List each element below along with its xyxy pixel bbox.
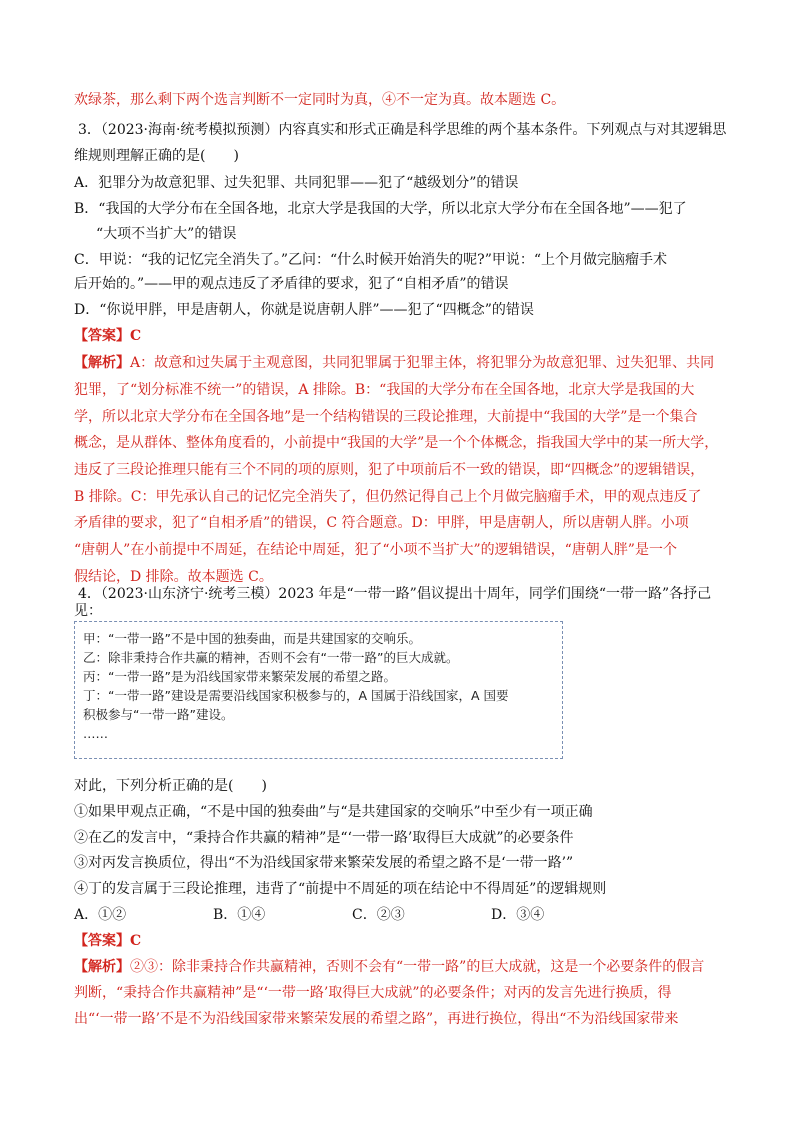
prev-analysis-tail: 欢绿茶，那么剩下两个选言判断不一定同时为真，④不一定为真。故本题选 C。 — [74, 92, 566, 108]
q4-analysis-line2: 判断，“秉持合作共赢精神”是“‘一带一路’取得巨大成就”的必要条件；对丙的发言先进行换质，得 — [74, 985, 672, 1001]
q3-option-c-line2: 后开始的。”——甲的观点违反了矛盾律的要求，犯了“自相矛盾”的错误 — [74, 276, 509, 292]
q4-option-a: A．①② — [74, 907, 127, 923]
q4-item-2: ②在乙的发言中，“秉持合作共赢的精神”是“‘一带一路’取得巨大成就”的必要条件 — [74, 830, 574, 846]
q3-stem-line2: 维规则理解正确的是( ) — [74, 148, 239, 164]
q3-analysis-line5: 违反了三段论推理只能有三个不同的项的原则，犯了中项前后不一致的错误，即“四概念”的逻辑错误， — [74, 462, 705, 478]
q4-analysis-line3: 出“‘一带一路’不是不为沿线国家带来繁荣发展的希望之路”，再进行换位，得出“不为沿线国家带来 — [74, 1011, 679, 1027]
q4-quote-box — [74, 621, 563, 759]
q4-analysis-text: ②③：除非秉持合作共赢精神，否则不会有“一带一路”的巨大成就，这是一个必要条件的假言 — [130, 959, 705, 975]
q3-answer — [74, 326, 141, 346]
q4-answer-value: C — [130, 933, 142, 949]
q4-answer-tag: 【答案】 — [74, 933, 130, 949]
q3-answer-value: C — [130, 328, 142, 344]
q3-option-b-line2: “大项不当扩大”的错误 — [96, 226, 237, 242]
quote-line-ding-2: 积极参与“一带一路”建设。 — [83, 707, 234, 722]
q4-item-4: ④丁的发言属于三段论推理，违背了“前提中不周延的项在结论中不得周延”的逻辑规则 — [74, 881, 607, 897]
q3-analysis-tag: 【解析】 — [74, 355, 130, 371]
q4-stem-line2: 见： — [74, 603, 102, 619]
q4-option-b: B．①④ — [213, 907, 266, 923]
quote-line-jia: 甲：“一带一路”不是中国的独奏曲，而是共建国家的交响乐。 — [83, 631, 421, 646]
q3-analysis-line8: “唐朝人”在小前提中不周延，在结论中周延，犯了“小项不当扩大”的逻辑错误，“唐朝人胖”是一个 — [74, 542, 677, 558]
q4-option-d: D．③④ — [491, 907, 545, 923]
q3-analysis-text: A：故意和过失属于主观意图，共同犯罪属于犯罪主体，将犯罪分为故意犯罪、过失犯罪、共同 — [130, 355, 715, 371]
q4-item-3: ③对丙发言换质位，得出“不为沿线国家带来繁荣发展的希望之路不是‘一带一路’” — [74, 855, 574, 871]
q3-stem-line1: 3．（2023·海南·统考模拟预测）内容真实和形式正确是科学思维的两个基本条件。下列观点与对其逻辑思 — [78, 122, 727, 138]
q3-answer-tag: 【答案】 — [74, 328, 130, 344]
q4-analysis-line1 — [74, 957, 704, 977]
quote-line-bing: 丙：“一带一路”是为沿线国家带来繁荣发展的希望之路。 — [83, 669, 396, 684]
q3-analysis-line3: 学，所以北京大学分布在全国各地”是一个结构错误的三段论推理，大前提中“我国的大学”是一个集合 — [74, 409, 698, 425]
q3-option-b-line1: B．“我国的大学分布在全国各地，北京大学是我国的大学，所以北京大学分布在全国各地”——犯了 — [74, 201, 687, 217]
q3-option-a: A．犯罪分为故意犯罪、过失犯罪、共同犯罪——犯了“越级划分”的错误 — [74, 175, 519, 191]
q4-item-1: ①如果甲观点正确，“不是中国的独奏曲”与“是共建国家的交响乐”中至少有一项正确 — [74, 804, 593, 820]
q3-option-c-line1: C．甲说：“我的记忆完全消失了。”乙问：“什么时候开始消失的呢?”甲说：“上个月做完脑瘤手术 — [74, 252, 668, 268]
q3-analysis-line2: 犯罪，了“划分标准不统一”的错误，A 排除。B：“我国的大学分布在全国各地，北京大学是我国的大 — [74, 382, 695, 398]
quote-line-ding-1: 丁：“一带一路”建设是需要沿线国家积极参与的，A 国属于沿线国家，A 国要 — [83, 688, 509, 703]
quote-line-yi: 乙：除非秉持合作共赢的精神，否则不会有“一带一路”的巨大成就。 — [83, 650, 459, 665]
q3-analysis-line9: 假结论，D 排除。故本题选 C。 — [74, 569, 273, 585]
q3-analysis-line6: B 排除。C：甲先承认自己的记忆完全消失了，但仍然记得自己上个月做完脑瘤手术，甲的观点违反了 — [74, 489, 702, 505]
q3-analysis-line1 — [74, 353, 714, 373]
q3-analysis-line7: 矛盾律的要求，犯了“自相矛盾”的错误，C 符合题意。D：甲胖，甲是唐朝人，所以唐朝人胖。小项 — [74, 515, 689, 531]
quote-line-ellipsis: …… — [83, 726, 108, 741]
q4-answer — [74, 931, 141, 951]
q3-analysis-line4: 概念，是从群体、整体角度看的，小前提中“我国的大学”是一个个体概念，指我国大学中的某一所大学， — [74, 435, 719, 451]
q4-option-c: C．②③ — [352, 907, 405, 923]
q4-stem-line1: 4．（2023·山东济宁·统考三模）2023 年是“一带一路”倡议提出十周年，同学们围绕“一带一路”各抒己 — [78, 586, 712, 602]
q3-option-d: D．“你说甲胖，甲是唐朝人，你就是说唐朝人胖”——犯了“四概念”的错误 — [74, 302, 534, 318]
q4-analysis-tag: 【解析】 — [74, 959, 130, 975]
q4-prompt: 对此，下列分析正确的是( ) — [74, 778, 267, 794]
